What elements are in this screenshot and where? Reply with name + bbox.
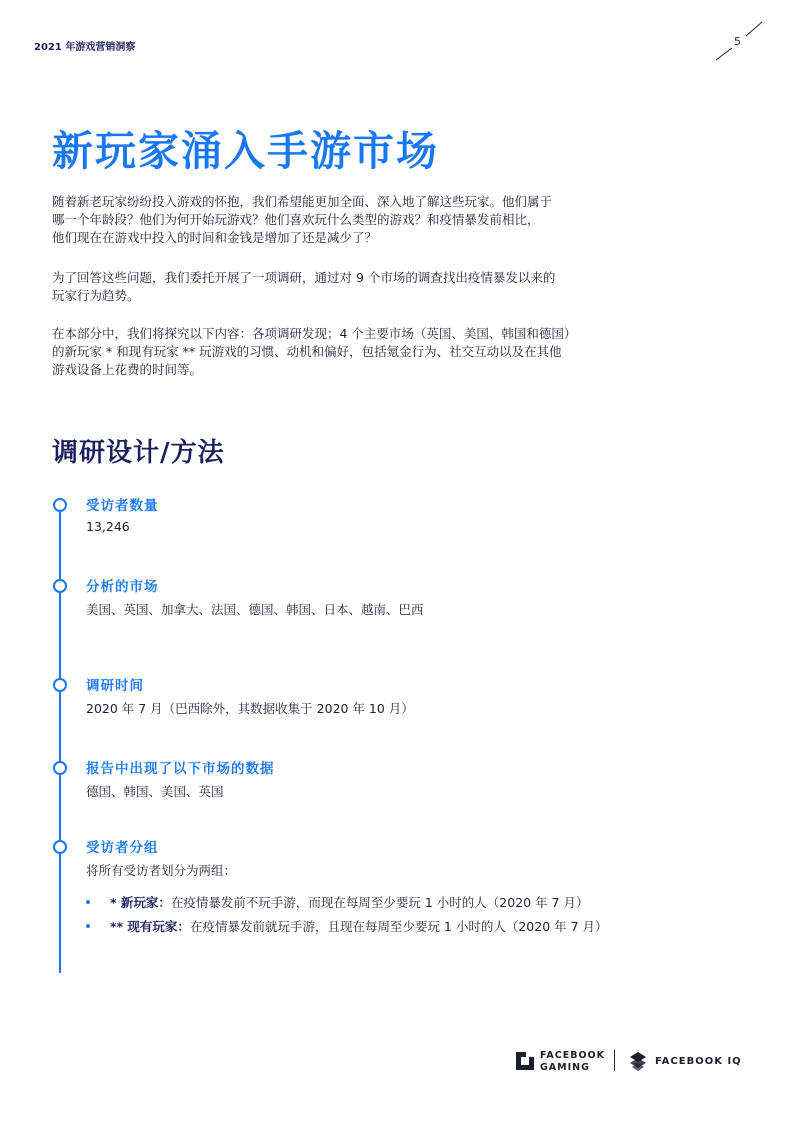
gaming-logo-icon <box>516 1052 534 1070</box>
page-number: 5 <box>734 35 741 48</box>
iq-logo-icon <box>628 1051 648 1071</box>
timeline-line <box>59 503 61 973</box>
timeline-dot-icon <box>53 498 67 512</box>
paragraph-line: 哪一个年龄段？他们为何开始玩游戏？他们喜欢玩什么类型的游戏？和疫情暴发前相比， <box>52 212 540 227</box>
timeline-dot-icon <box>53 840 67 854</box>
group-term: * 新玩家： <box>110 895 171 910</box>
timeline-value: 德国、韩国、美国、英国 <box>86 784 224 799</box>
timeline-label: 报告中出现了以下市场的数据 <box>86 761 275 777</box>
paragraph-line: 他们现在在游戏中投入的时间和金钱是增加了还是减少了？ <box>52 230 378 245</box>
intro-paragraph-3 <box>52 325 672 379</box>
report-header-title: 2021 年游戏营销洞察 <box>34 42 136 53</box>
paragraph-line: 玩家行为趋势。 <box>52 288 140 303</box>
gaming-logo-line1: FACEBOOK <box>540 1050 605 1061</box>
paragraph-line: 游戏设备上花费的时间等。 <box>52 362 203 377</box>
page-title: 新玩家涌入手游市场 <box>52 127 439 175</box>
group-description: 在疫情暴发前就玩手游，且现在每周至少要玩 1 小时的人（2020 年 7 月） <box>189 919 608 934</box>
intro-paragraph-1 <box>52 193 672 247</box>
gaming-logo-line2: GAMING <box>540 1062 590 1073</box>
timeline-value: 2020 年 7 月（巴西除外，其数据收集于 2020 年 10 月） <box>86 701 414 716</box>
section-title-methodology: 调研设计/方法 <box>52 438 225 468</box>
paragraph-line: 在本部分中，我们将探究以下内容：各项调研发现；4 个主要市场（英国、美国、韩国和德国） <box>52 326 577 341</box>
timeline-value: 美国、英国、加拿大、法国、德国、韩国、日本、越南、巴西 <box>86 602 424 617</box>
timeline-label: 分析的市场 <box>86 579 159 595</box>
corner-slash-decoration <box>716 20 766 64</box>
timeline-label: 调研时间 <box>86 678 144 694</box>
timeline-value: 将所有受访者划分为两组： <box>86 863 237 878</box>
paragraph-line: 为了回答这些问题，我们委托开展了一项调研，通过对 9 个市场的调查找出疫情暴发以来的 <box>52 270 556 285</box>
paragraph-line: 的新玩家 * 和现有玩家 ** 玩游戏的习惯、动机和偏好，包括氪金行为、社交互动以及在其他 <box>52 344 562 359</box>
group-description: 在疫情暴发前不玩手游，而现在每周至少要玩 1 小时的人（2020 年 7 月） <box>170 895 589 910</box>
timeline-label: 受访者分组 <box>86 840 159 856</box>
timeline-value: 13,246 <box>86 519 130 534</box>
timeline-dot-icon <box>53 579 67 593</box>
timeline-dot-icon <box>53 678 67 692</box>
iq-logo-text: FACEBOOK IQ <box>655 1056 742 1067</box>
timeline-label: 受访者数量 <box>86 498 159 514</box>
bullet-icon <box>86 900 90 904</box>
footer-divider <box>614 1050 615 1071</box>
paragraph-line: 随着新老玩家纷纷投入游戏的怀抱，我们希望能更加全面、深入地了解这些玩家。他们属于 <box>52 194 553 209</box>
timeline-dot-icon <box>53 761 67 775</box>
intro-paragraph-2 <box>52 269 672 305</box>
group-term: ** 现有玩家： <box>110 919 190 934</box>
bullet-icon <box>86 924 90 928</box>
